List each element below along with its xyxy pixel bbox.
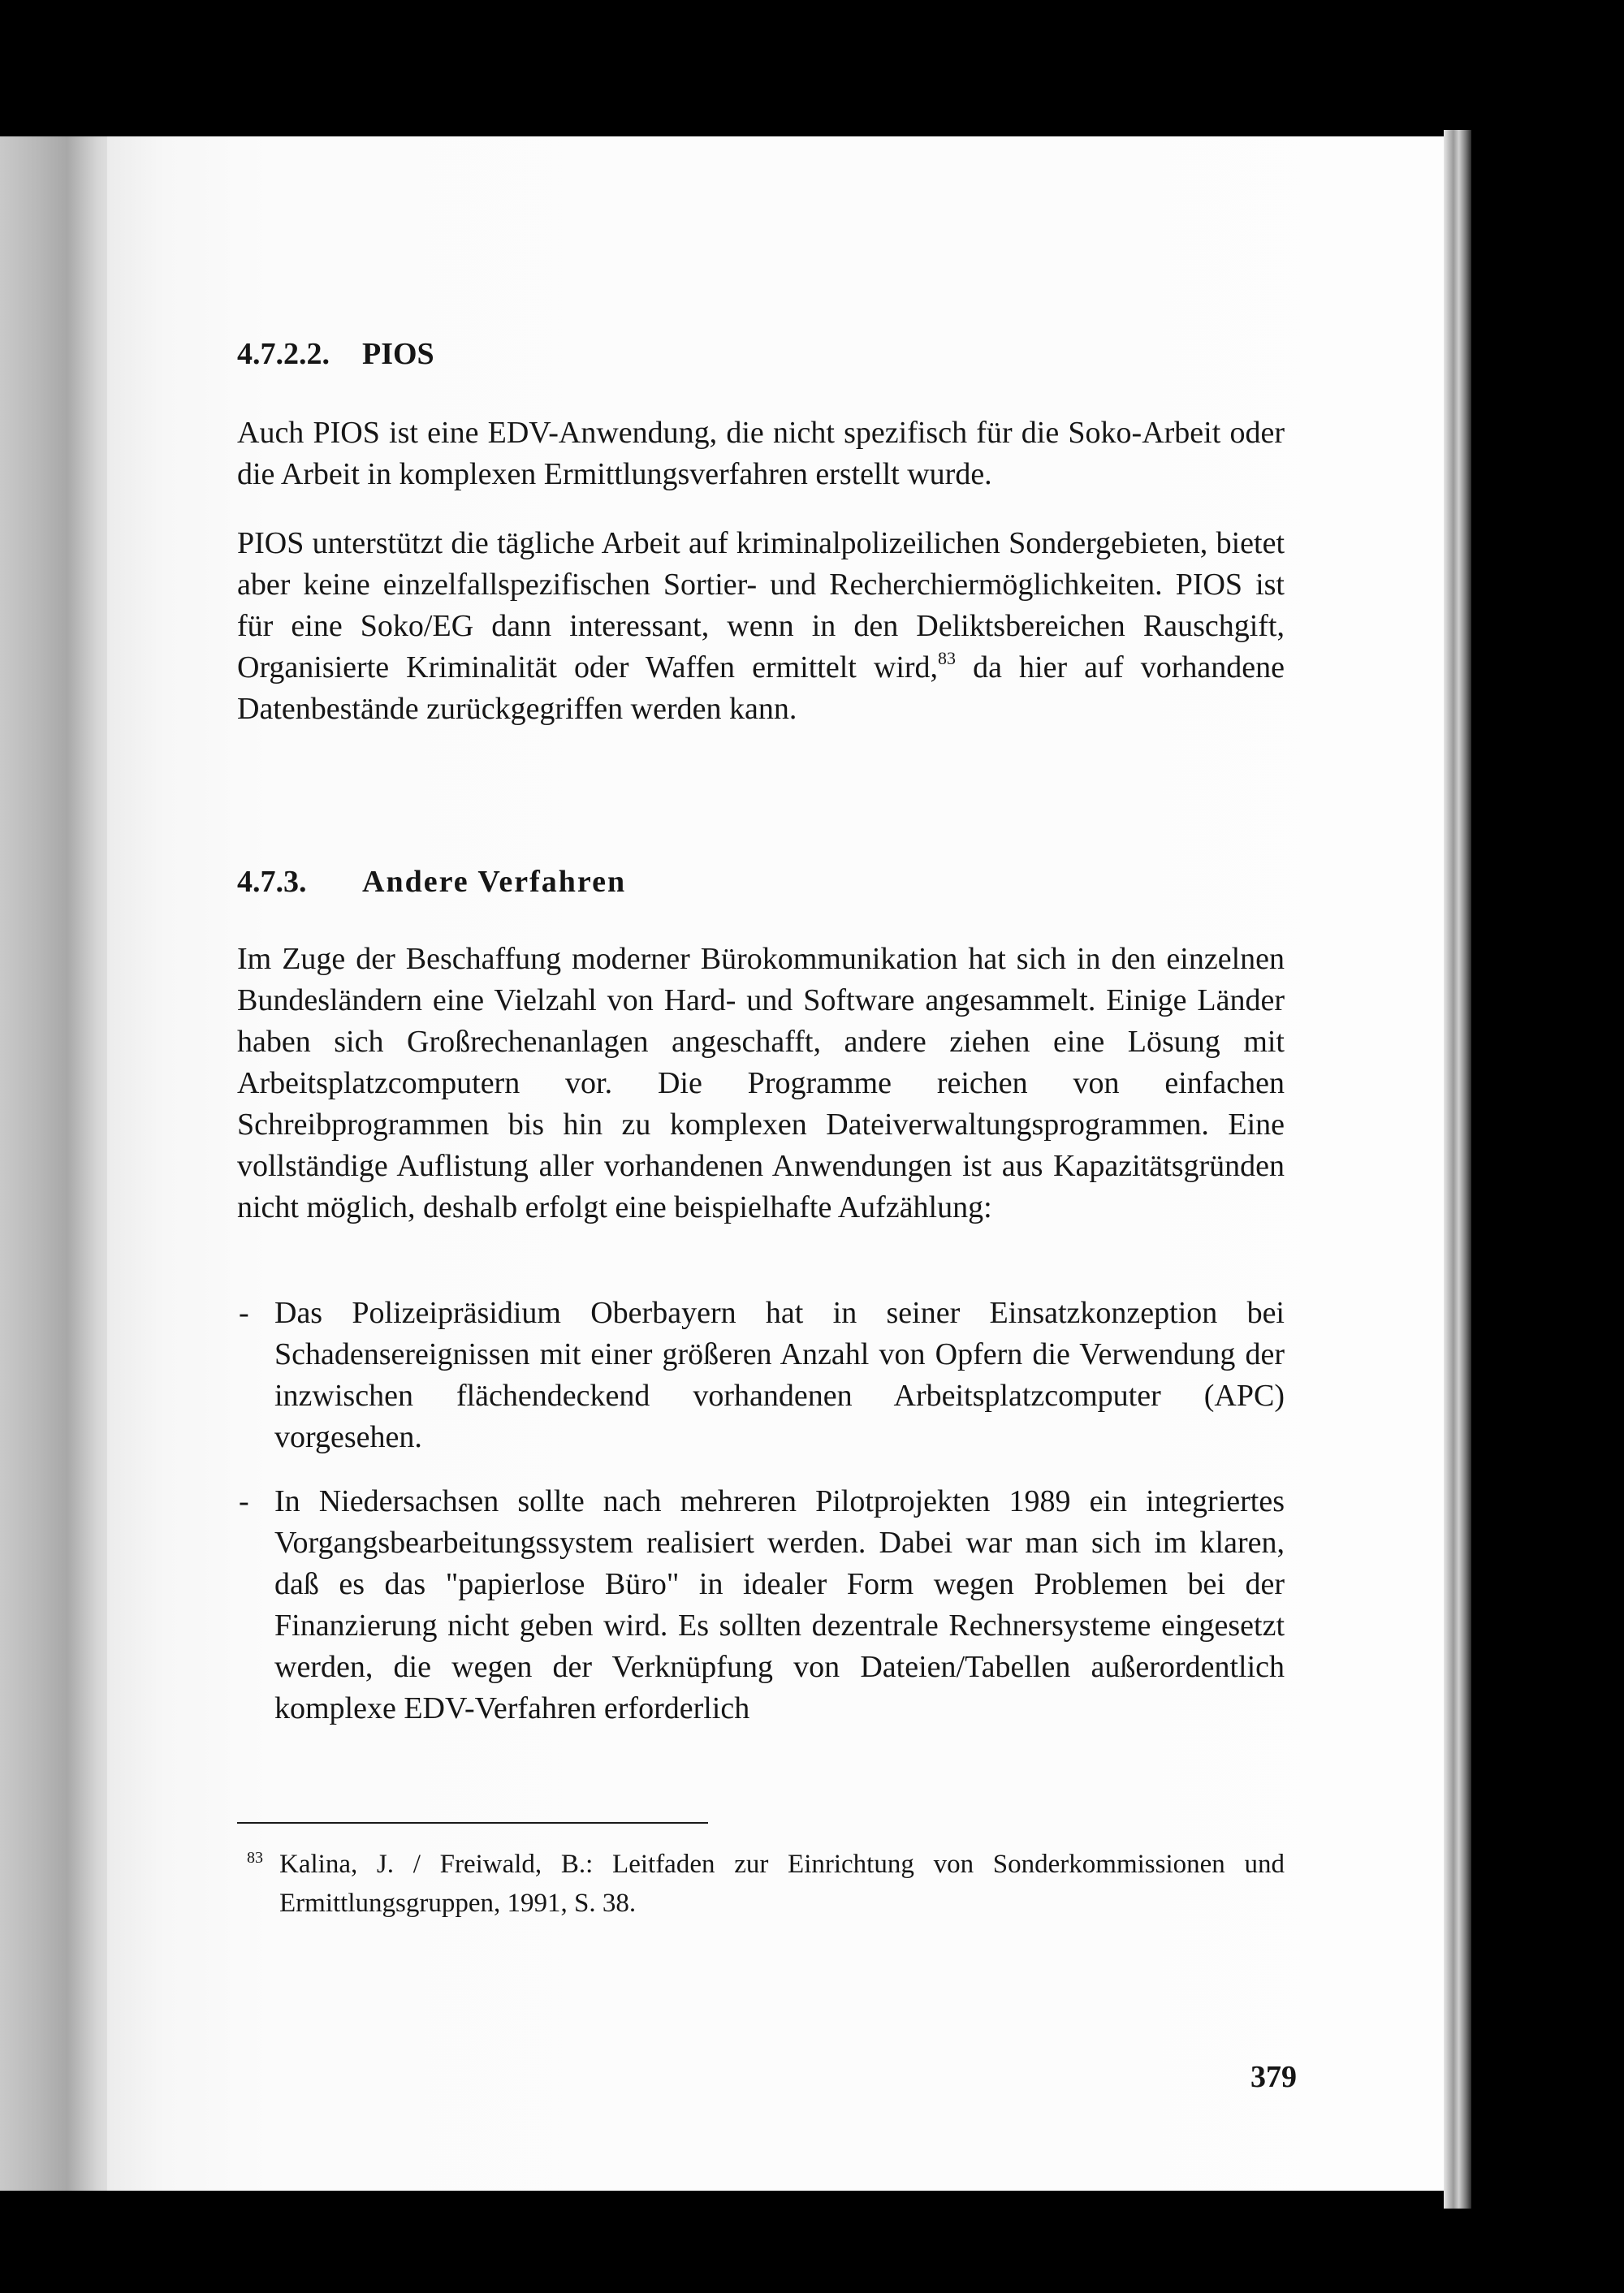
paragraph-text-tail: da hier auf vorhandene Datenbestände zurückgegriffen werden kann. <box>237 650 1285 726</box>
page-edge-shadow <box>1444 130 1471 2209</box>
footnote-separator <box>237 1822 708 1824</box>
list-item <box>237 1293 1285 1458</box>
section-heading-pios <box>237 336 434 372</box>
paragraph-andere-intro: Im Zuge der Beschaffung moderner Bürokommunikation hat sich in den einzelnen Bundesländern eine Vielzahl von Hard- und Software angesammelt. Einige Länder haben sich Großrechenanlagen angeschafft, andere ziehen eine Lösung mit Arbeitsplatzcomputern vor. Die Programme reichen von einfachen Schreibprogrammen bis hin zu komplexen Dateiverwaltungsprogrammen. Eine vollständige Auflistung aller vorhandenen Anwendungen ist aus Kapazitätsgründen nicht möglich, deshalb erfolgt eine beispielhafte Aufzählung: <box>237 942 1285 1224</box>
list-item-text: Das Polizeipräsidium Oberbayern hat in seiner Einsatzkonzeption bei Schadensereignissen mit einer größeren Anzahl von Opfern die Verwendung der inzwischen flächendeckend vorhandenen Arbeitsplatzcomputer (APC) vorgesehen. <box>274 1296 1285 1454</box>
footnote <box>237 1845 1285 1923</box>
section-title: PIOS <box>362 337 434 371</box>
section-number: 4.7.3. <box>237 865 307 899</box>
section-title: Andere Verfahren <box>362 865 627 899</box>
section-number: 4.7.2.2. <box>237 337 330 371</box>
paragraph-pios-intro: Auch PIOS ist eine EDV-Anwendung, die nicht spezifisch für die Soko-Arbeit oder die Arbeit in komplexen Ermittlungsverfahren erstellt wurde. <box>237 416 1285 491</box>
list-marker: - <box>239 1296 249 1330</box>
page-number: 379 <box>1250 2060 1297 2094</box>
list-marker: - <box>239 1484 249 1518</box>
example-list <box>237 1293 1285 1752</box>
footnote-reference: 83 <box>938 648 957 668</box>
list-item-text: In Niedersachsen sollte nach mehreren Pilotprojekten 1989 ein integriertes Vorgangsbearbeitungssystem realisiert werden. Dabei war man sich im klaren, daß es das "papierlose Büro" in idealer Form wegen Problemen bei der Finanzierung nicht geben wird. Es sollten dezentrale Rechnersysteme eingesetzt werden, die wegen der Verknüpfung von Dateien/Tabellen außerordentlich komplexe EDV-Verfahren erforderlich <box>274 1484 1285 1725</box>
book-spine-shadow <box>0 136 122 2191</box>
footnote-text: Kalina, J. / Freiwald, B.: Leitfaden zur Einrichtung von Sonderkommissionen und Ermittlungsgruppen, 1991, S. 38. <box>279 1850 1285 1918</box>
paragraph-text: PIOS unterstützt die tägliche Arbeit auf kriminalpolizeilichen Sondergebieten, bietet aber keine einzelfallspezifischen Sortier- und Recherchiermöglichkeiten. PIOS ist für eine Soko/EG dann interessant, wenn in den Deliktsbereichen Rauschgift, Organisierte Kriminalität oder Waffen ermittelt wird, <box>237 526 1285 684</box>
section-heading-andere-verfahren <box>237 864 626 900</box>
paragraph-pios-detail <box>237 523 1285 730</box>
footnote-number: 83 <box>247 1849 263 1867</box>
list-item <box>237 1481 1285 1729</box>
